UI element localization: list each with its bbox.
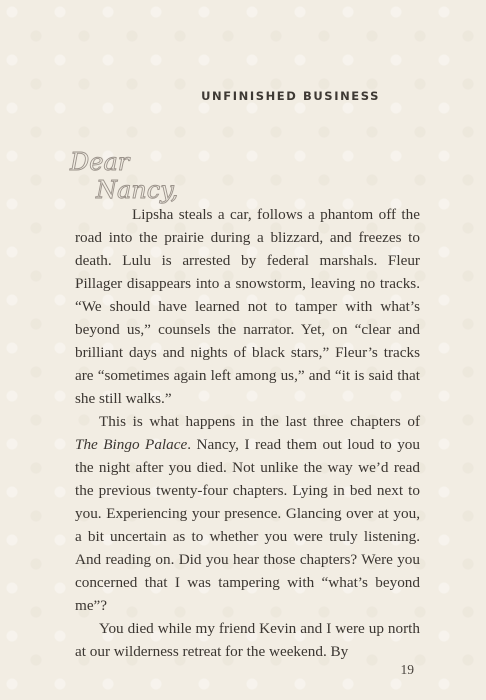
body-text <box>75 203 420 663</box>
paragraph-1: Lipsha steals a car, follows a phantom off the road into the prairie during a blizzard, and freezes to death. Lulu is arrested by federal marshals. Fleur Pillager disappears into a snowstorm, leaving no tracks. “We should have learned not to tamper with what’s beyond us,” counsels the narrator. Yet, on “clear and brilliant days and nights of black stars,” Fleur’s tracks are “sometimes again left among us,” and “it is said that she still walks.” <box>75 206 420 407</box>
page-number: 19 <box>400 662 414 677</box>
salutation-line-1: Dear <box>70 148 130 176</box>
paragraph-2-before: This is what happens in the last three chapters of <box>99 413 420 430</box>
paragraph-2 <box>75 410 420 617</box>
paragraph-3: You died while my friend Kevin and I were up north at our wilderness retreat for the weekend. By <box>75 620 420 660</box>
salutation-script <box>70 140 210 210</box>
salutation-line-2: Nancy, <box>96 176 179 204</box>
paragraph-2-after: . Nancy, I read them out loud to you the night after you died. Not unlike the way we’d read the previous twenty-four chapters. Lying in bed next to you. Experiencing your presence. Glancing over at you, a bit uncertain as to whether you were truly listening. And reading on. Did you hear those chapters? Were you concerned that I was tampering with “what’s beyond me”? <box>75 436 420 614</box>
running-head: UNFINISHED BUSINESS <box>201 89 380 103</box>
book-title: The Bingo Palace <box>75 436 188 453</box>
handwritten-salutation <box>70 140 210 210</box>
